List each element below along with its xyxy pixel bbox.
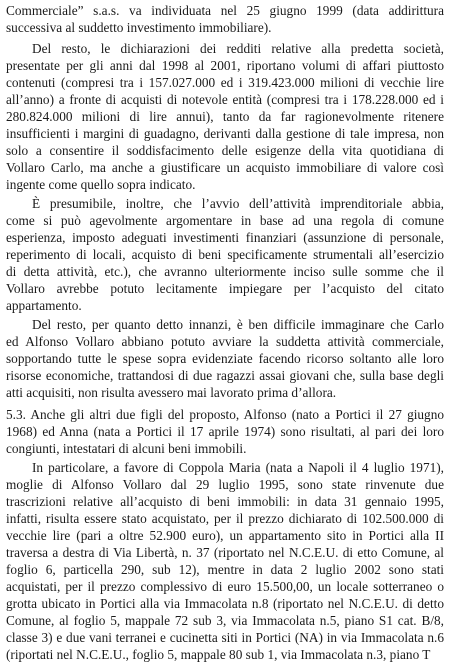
text-line: acquistati, per il prezzo complessivo di euro 15.500,00, un locale sotterraneo o: [6, 579, 444, 594]
text-line: Vollaro Carlo, ma anche a giustificare un acquisto immobiliare di valore così: [6, 160, 444, 175]
text-line: Commerciale” s.a.s. va individuata nel 25 giugno 1999 (data addirittura: [6, 3, 444, 18]
text-line: vecchie lire (pari a oltre 52.900 euro), un appartamento sito in Portici alla II: [6, 528, 444, 543]
text-line: grotta ubicato in Portici alla via Immacolata n.8 (riportato nel N.C.E.U. di detto: [6, 596, 444, 611]
text-line: come si può agevolmente argomentare in base ad una regola di comune: [6, 213, 444, 228]
text-line: In particolare, a favore di Coppola Maria (nata a Napoli il 4 luglio 1971),: [32, 460, 444, 475]
text-line: 280.824.000 milioni di lire annui), tanto da far ragionevolmente ritenere: [6, 109, 444, 124]
text-line: di detta attività, etc.), che avranno ulteriormente inciso sulle somme che il: [6, 264, 444, 279]
text-line: infatti, risulta essere stato acquistato, per il prezzo dichiarato di 102.500.000 di: [6, 511, 444, 526]
text-line: ed Alfonso Vollaro abbiano potuto avviare la suddetta attività commerciale,: [6, 334, 444, 349]
text-line: 1968) ed Anna (nata a Portici il 17 aprile 1974) sono risultati, al pari dei loro: [6, 424, 444, 439]
text-line: trascrizioni relative all’acquisto di beni immobili: in data 31 gennaio 1995,: [6, 494, 444, 509]
text-line: atti acquisiti, non risulta avessero mai lavorato prima d’allora.: [6, 385, 337, 400]
section-heading-line: 5.3. Anche gli altri due figli del proposto, Alfonso (nato a Portici il 27 giugno: [6, 407, 444, 422]
text-line: foglio 6, particella 290, sub 12), mentre in data 2 luglio 2002 sono stati: [6, 562, 444, 577]
text-line: congiunti, intestatari di alcuni beni immobili.: [6, 441, 247, 456]
text-line: appartamento.: [6, 298, 82, 313]
text-line: Vollaro avrebbe potuto lecitamente impiegare per l’acquisto del citato: [6, 281, 444, 296]
text-line: reperimento di locali, acquisto di beni specificamente strumentali all’esercizio: [6, 247, 444, 262]
text-line: traversa a destra di Via Libertà, n. 37 (riportato nel N.C.E.U. di etto Comune, al: [6, 545, 444, 560]
text-line: all’anno) a fronte di acquisti di notevole entità (compresi tra i 178.228.000 ed i: [6, 92, 444, 107]
text-line: Comune, al foglio 5, mappale 72 sub 3, via Immacolata n.5, piano S1 cat. B/8,: [6, 613, 444, 628]
text-line: solo a consentire il soddisfacimento delle esigenze della vita quotidiana di: [6, 143, 444, 158]
text-line: È presumibile, inoltre, che l’avvio dell’attività imprenditoriale abbia,: [32, 196, 444, 211]
text-line: insufficienti i margini di guadagno, derivanti dalla gestione di tale impresa, non: [6, 126, 444, 141]
text-line: esperienza, imposto adeguati investimenti finanziari (assunzione di personale,: [6, 230, 444, 245]
text-line: contenuti (compresi tra i 157.027.000 ed i 319.423.000 milioni di vecchie lire: [6, 75, 444, 90]
text-line: classe 3) e due vani terranei e cucinetta siti in Portici (NA) in via Immacolata n.6: [6, 630, 444, 645]
text-line: presentate per gli anni dal 1998 al 2001, riportano volumi di affari piuttosto: [6, 58, 444, 73]
text-line: sopportando tutte le spese sopra evidenziate facendo ricorso soltanto alle loro: [6, 351, 444, 366]
text-line: successiva al suddetto investimento immobiliare).: [6, 20, 272, 35]
text-line: Del resto, le dichiarazioni dei redditi relative alla predetta società,: [32, 41, 444, 56]
text-line: Del resto, per quanto detto innanzi, è ben difficile immaginare che Carlo: [32, 317, 444, 332]
text-line: (riportati nel N.C.E.U., foglio 5, mappale 80 sub 1, via Immacolata n.3, piano T: [6, 647, 431, 662]
text-line: risorse economiche, trattandosi di due ragazzi assai giovani che, sulla base degli: [6, 368, 444, 383]
text-line: ingente come quello sopra indicato.: [6, 177, 196, 192]
text-line: moglie di Alfonso Vollaro dal 29 luglio 1995, sono state rinvenute due: [6, 477, 444, 492]
